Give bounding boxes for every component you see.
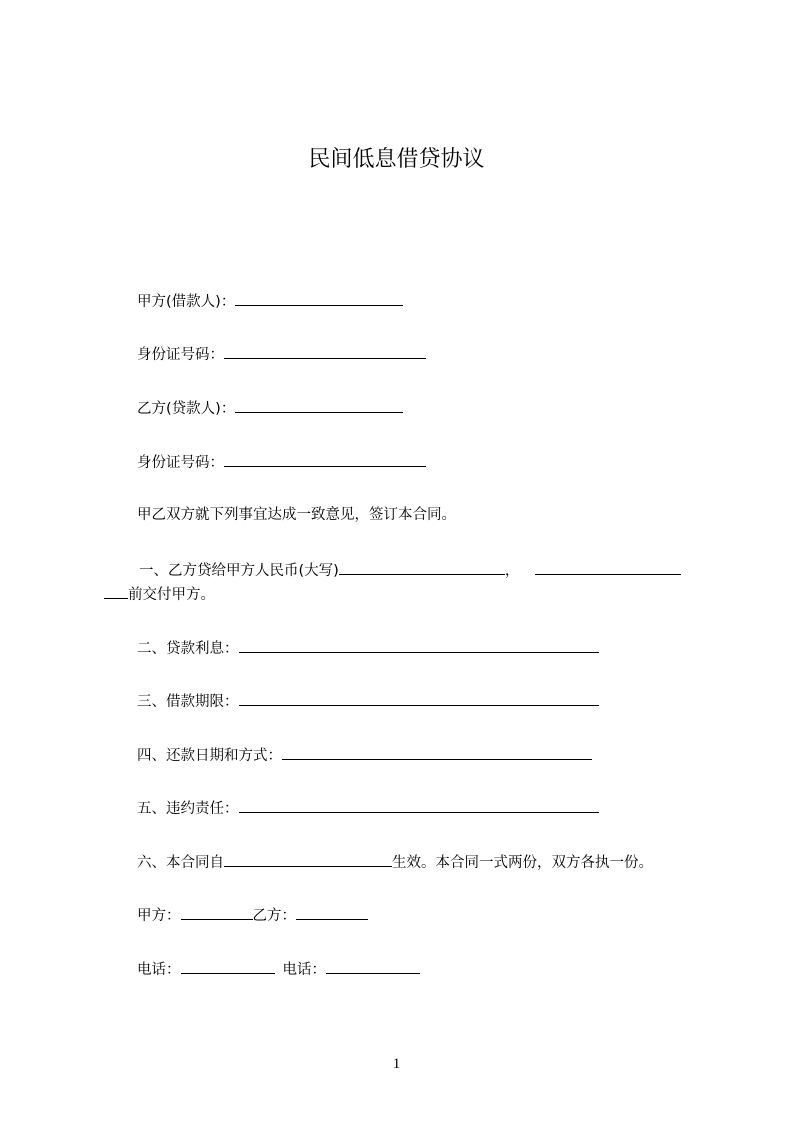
clause-1-end: 前交付甲方。 xyxy=(128,587,215,603)
clause-3-label: 三、借款期限： xyxy=(137,694,239,710)
clause-1-line xyxy=(139,560,681,581)
liability-blank[interactable] xyxy=(239,798,599,813)
signature-line xyxy=(137,905,368,926)
repayment-blank[interactable] xyxy=(282,745,592,760)
sign-b-blank[interactable] xyxy=(296,905,368,920)
sign-a-label: 甲方： xyxy=(137,908,181,924)
party-b-label: 乙方(贷款人)： xyxy=(137,401,236,417)
term-blank[interactable] xyxy=(239,691,599,706)
amount-blank[interactable] xyxy=(339,560,505,575)
party-a-blank[interactable] xyxy=(235,291,403,306)
clause-6-line xyxy=(137,852,653,873)
page-number: 1 xyxy=(392,1056,401,1072)
id-b-label: 身份证号码： xyxy=(137,455,224,471)
id-a-label: 身份证号码： xyxy=(137,347,224,363)
id-b-blank[interactable] xyxy=(224,452,426,467)
interest-blank[interactable] xyxy=(239,638,599,653)
clause-3-line xyxy=(137,691,599,712)
clause-1-cont xyxy=(104,584,215,605)
party-b-line xyxy=(137,398,403,419)
phone-a-label: 电话： xyxy=(137,962,181,978)
agreement-statement: 甲乙双方就下列事宜达成一致意见，签订本合同。 xyxy=(137,507,456,523)
clause-6-end: 生效。本合同一式两份，双方各执一份。 xyxy=(392,855,653,871)
date-blank-cont[interactable] xyxy=(104,584,128,599)
phone-a-blank[interactable] xyxy=(181,959,275,974)
party-a-line xyxy=(137,291,403,312)
effective-date-blank[interactable] xyxy=(224,852,392,867)
date-blank[interactable] xyxy=(535,560,681,575)
phone-b-blank[interactable] xyxy=(326,959,420,974)
id-a-blank[interactable] xyxy=(224,344,426,359)
clause-5-label: 五、违约责任： xyxy=(137,801,239,817)
clause-6-label: 六、本合同自 xyxy=(137,855,224,871)
party-b-blank[interactable] xyxy=(235,398,403,413)
sign-a-blank[interactable] xyxy=(181,905,253,920)
clause-2-label: 二、贷款利息： xyxy=(137,641,239,657)
id-a-line xyxy=(137,344,426,365)
document-title: 民间低息借贷协议 xyxy=(308,147,485,172)
clause-1-comma: ， xyxy=(504,563,520,579)
clause-2-line xyxy=(137,638,599,659)
clause-5-line xyxy=(137,798,599,819)
id-b-line xyxy=(137,452,426,473)
clause-4-line xyxy=(137,745,592,766)
clause-4-label: 四、还款日期和方式： xyxy=(137,748,282,764)
sign-b-label: 乙方： xyxy=(252,908,296,924)
party-a-label: 甲方(借款人)： xyxy=(137,294,236,310)
clause-1-label: 一、乙方贷给甲方人民币(大写) xyxy=(139,563,339,579)
phone-line xyxy=(137,959,420,980)
phone-b-label: 电话： xyxy=(282,962,326,978)
